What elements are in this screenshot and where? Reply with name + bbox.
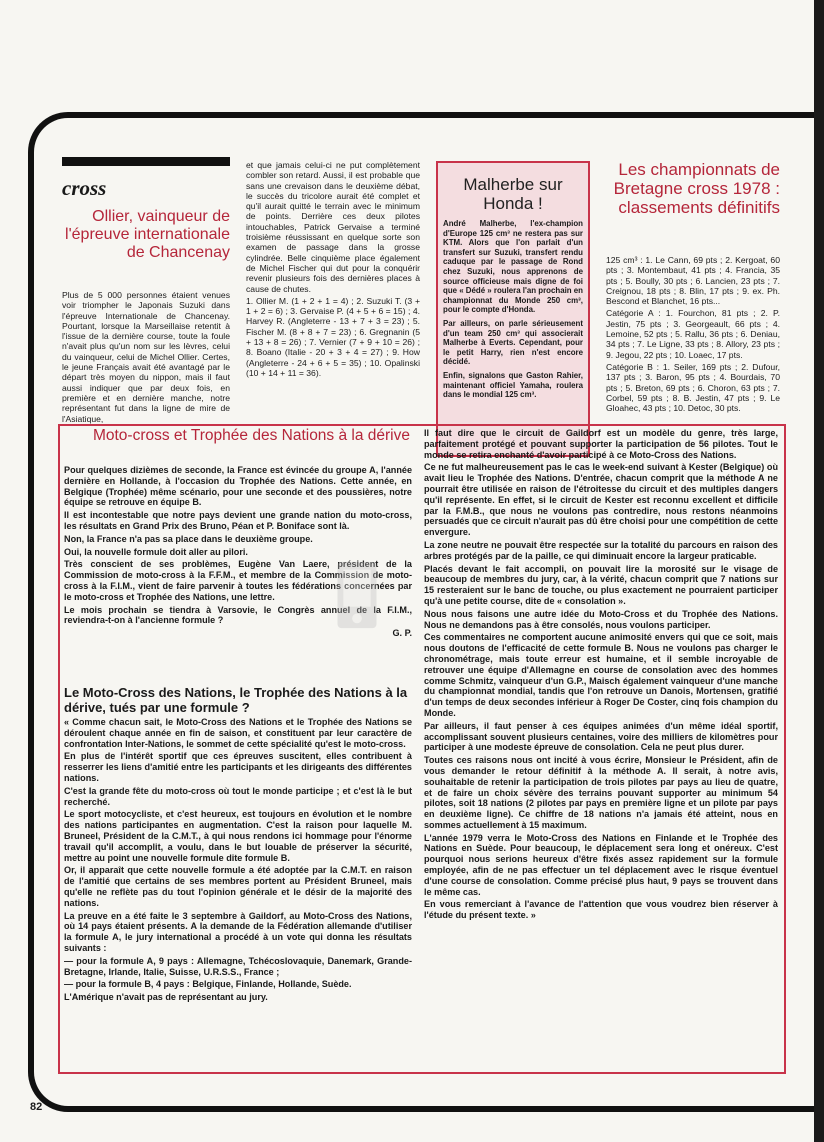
letter-paragraph: — pour la formule A, 9 pays : Allemagne, Tchécoslovaquie, Danemark, Grande-Bretagne, Irlande, Italie, Suisse, U.R.S.S., France ;	[64, 955, 412, 977]
letter-paragraph: L'année 1979 verra le Moto-Cross des Nations en Finlande et le Trophée des Nations en Suède. Pour beaucoup, le déplacement sera long et onéreux. C'est pourquoi nous serions heureux d'être fixés assez rapidement sur la formule employée, afin de ne pas effectuer un tel déplacement avec le risque éventuel d'une course de consolation. Comme précisé plus haut, 9 pays se trouvent dans le même cas.	[424, 832, 778, 897]
letter-heading: Le Moto-Cross des Nations, le Trophée des Nations à la dérive, tués par une formule ?	[64, 685, 408, 715]
letter-paragraph: En vous remerciant à l'avance de l'attention que vous voudrez bien réserver à l'étude du présent texte. »	[424, 899, 778, 921]
letter-paragraph: C'est la grande fête du moto-cross où tout le monde participe ; et c'est là le but recherché.	[64, 785, 412, 807]
main-article-title: Moto-cross et Trophée des Nations à la dérive	[92, 427, 410, 444]
page-number: 82	[30, 1101, 43, 1113]
section-bar	[62, 157, 230, 166]
article-column-2	[246, 160, 420, 380]
box-title: Malherbe sur Honda !	[463, 175, 563, 213]
intro-paragraph: Il est incontestable que notre pays devient une grande nation du moto-cross, les résultats en Grand Prix des Bruno, Péan et P. Boniface sont là.	[64, 510, 412, 531]
box-paragraph: Par ailleurs, on parle sérieusement d'un team 250 cm³ qui associerait Malherbe à Everts. Cependant, pour le petit Harry, rien n'est encore décidé.	[443, 318, 583, 367]
letter-paragraph: Ces commentaires ne comportent aucune animosité envers qui que ce soit, mais nous doutons de l'efficacité de cette formule B. Nous ne voulons pas charger le chronométrage, mais toute erreur est humaine, et il semble incroyable de retrouver une équipe d'Allemagne en course de consolation avec des hommes comme Schmitz, vainqueur d'un G.P., Maisch également vainqueur d'une manche du championnat mondial, tandis que l'on retrouve un Danois, Mortensen, gratifié d'un temps de deux secondes inférieur à Roger De Coster, cinq fois champion du Monde.	[424, 632, 778, 718]
letter-paragraph: — pour la formule B, 4 pays : Belgique, Finlande, Hollande, Suède.	[64, 979, 352, 990]
box-paragraph: Enfin, signalons que Gaston Rahier, maintenant officiel Yamaha, roulera dans le mondial 125 cm³.	[443, 370, 583, 400]
letter-column-right	[424, 428, 778, 923]
letter-paragraph: La preuve en a été faite le 3 septembre à Gaildorf, au Moto-Cross des Nations, où 14 pays étaient présents. A la demande de la Fédération allemande d'utiliser la formule A, le jury international a procédé à un vote qui donna les résultats suivants :	[64, 910, 412, 953]
page-edge	[814, 0, 824, 1142]
letter-column-left	[64, 717, 412, 1005]
letter-paragraph: Or, il apparaît que cette nouvelle formule a été adoptée par la C.M.T. en raison de l'amitié que certains de ses membres portent au Président Bruneel, mais qu'elle ne reflète pas du tout l'opinion générale et le désir de la majorité des nations.	[64, 865, 412, 908]
author-signature: G. P.	[392, 628, 412, 639]
watermark-logo	[318, 556, 396, 634]
intro-paragraph: Très conscient de ses problèmes, Eugène Van Laere, président de la Commission de moto-cross à la F.F.M., et membre de la Commission de moto-cross à la F.I.M., vient de faire parvenir à toutes les fédérations concernées par le moto-cross et Trophée des Nations, une lettre.	[64, 559, 412, 602]
intro-paragraph: Oui, la nouvelle formule doit aller au pilori.	[64, 546, 248, 557]
letter-paragraph: Nous nous faisons une autre idée du Moto-Cross et du Trophée des Nations. Nous ne demandons pas à être consolés, nous voulons participer.	[424, 608, 778, 630]
bretagne-title: Les championnats de Bretagne cross 1978 : classements définitifs	[613, 160, 780, 217]
letter-paragraph: Par ailleurs, il faut penser à ces équipes animées d'un même idéal sportif, accomplissant souvent plusieurs centaines, voire des milliers de kilomètres pour participer à une modeste épreuve de consolation. Cela ne peut plus durer.	[424, 720, 778, 753]
letter-paragraph: En plus de l'intérêt sportif que ces épreuves suscitent, elles contribuent à resserrer les liens d'amitié entre les participants et les dirigeants des différentes nations.	[64, 751, 412, 783]
results-paragraph: Catégorie B : 1. Seiler, 169 pts ; 2. Dufour, 137 pts ; 3. Baron, 95 pts ; 4. Bourdais, 70 pts ; 5. Breton, 69 pts ; 6. Choron, 63 pts ; 7. Corbel, 59 pts ; 8. B. Jestin, 47 pts ; 9. Le Gloahec, 43 pts ; 10. Detoc, 30 pts.	[606, 361, 780, 414]
letter-paragraph: « Comme chacun sait, le Moto-Cross des Nations et le Trophée des Nations se déroulent chaque année en fin de saison, et constituent par leur caractère de confrontation Inter-Nations, le sommet de cette spécialité qu'est le moto-cross.	[64, 717, 412, 749]
intro-paragraph: Le mois prochain se tiendra à Varsovie, le Congrès annuel de la F.I.M., reviendra-t-on à l'ancienne formule ?	[64, 604, 412, 626]
bretagne-results	[606, 255, 780, 415]
results-paragraph: Catégorie A : 1. Fourchon, 81 pts ; 2. P. Jestin, 75 pts ; 3. Georgeault, 66 pts ; 4. Lemoine, 52 pts ; 5. Rallu, 36 pts ; 6. Deniau, 34 pts ; 7. Le Ligne, 33 pts ; 8. Allory, 23 pts ; 9. Jegou, 22 pts ; 10. Loaec, 17 pts.	[606, 308, 780, 360]
letter-paragraph: Il faut dire que le circuit de Gaildorf est un modèle du genre, très large, parfaitement protégé et pouvant supporter la participation de 56 pilotes. Tout le monde se retira enchanté d'avoir participé à ce Moto-Cross des Nations.	[424, 428, 778, 460]
article-column-1	[62, 290, 230, 426]
letter-paragraph: L'Amérique n'avait pas de représentant au jury.	[64, 992, 268, 1003]
letter-paragraph: Le sport motocycliste, et c'est heureux, est toujours en évolution et le nombre des nations participantes en augmentation. C'est la raison pour laquelle M. Bruneel, Président de la C.M.T., à qui nous rendons ici hommage pour l'énorme travail qu'il accomplit, a voulu, dans le but louable de préserver la sécurité, mettre au point une nouvelle formule dite formule B.	[64, 809, 412, 863]
letter-paragraph: Toutes ces raisons nous ont incité à vous écrire, Monsieur le Président, afin de vous demander le retour définitif à la méthode A. Il serait, à notre avis, souhaitable de retenir la participation de trois pilotes par pays au lieu de quatre, et de faire un choix sévère des terrains pouvant supporter au minimum 54 pilotes, soit 18 nations (2 pilotes par pays en première ligne et un pilote par pays en deuxième ligne). Ce chiffre de 18 nations n'a jamais été atteint, nous en sommes actuellement à 15 maximum.	[424, 755, 778, 830]
article-paragraph: et que jamais celui-ci ne put complètement combler son retard. Aussi, il est probable que sans une crevaison dans le deuxième débat, le succès du tricolore aurait été complet et qu'il aurait quitté le terrain avec le minimum de points. Derrière ces deux pilotes intouchables, Patrick Gervaise a terminé troisième réussissant en quelque sorte son examen de passage dans la grosse cylindrée. Belle cinquième place également de Michel Fischer qui dut pour la conquérir revenir plusieurs fois des dernières places à cause de chutes.	[246, 160, 420, 294]
results-paragraph: 125 cm³ : 1. Le Cann, 69 pts ; 2. Kergoat, 60 pts ; 3. Montembaut, 41 pts ; 4. Francia, 35 pts ; 5. Boully, 30 pts ; 6. Lancien, 23 pts ; 7. Creignou, 18 pts ; 8. Blin, 17 pts ; 9. ex. Ph. Bescond et Blanchet, 16 pts...	[606, 255, 780, 307]
section-title: cross	[62, 176, 107, 200]
malherbe-box	[436, 161, 590, 457]
article-title: Ollier, vainqueur de l'épreuve internationale de Chancenay	[65, 208, 230, 261]
results-paragraph: 1. Ollier M. (1 + 2 + 1 = 4) ; 2. Suzuki T. (3 + 1 + 2 = 6) ; 3. Gervaise P. (4 + 5 + 6 = 15) ; 4. Harvey R. (Angleterre - 13 + 7 + 3 = 23) ; 5. Fischer M. (8 + 8 + 7 = 23) ; 6. Gregnanin (5 + 13 + 8 = 26) ; 7. Vernier (7 + 9 + 10 = 26) ; 8. Boano (Italie - 20 + 3 + 4 = 27) ; 9. How (Angleterre - 24 + 6 + 5 = 35) ; 10. Opalinski (10 + 14 + 11 = 36).	[246, 295, 420, 378]
intro-paragraph: Pour quelques dizièmes de seconde, la France est évincée du groupe A, l'année dernière en Hollande, à l'occasion du Trophée des Nations. Cette année, en Belgique (Trophée) même scénario, pour une seconde et des poussières, notre équipe se retrouve en équipe B.	[64, 465, 412, 508]
intro-paragraph: Non, la France n'a pas sa place dans le deuxième groupe.	[64, 533, 313, 544]
article-paragraph: Plus de 5 000 personnes étaient venues voir triompher le Japonais Suzuki dans l'épreuve Internationale de Chancenay. Pourtant, lorsque la Marseillaise retentit à l'issue de la dernière course, toute la foule n'avait plus qu'un nom sur les lèvres, celui du vainqueur, celui de Michel Ollier. Certes, le jeune Français avait été avantagé par le départ très moyen du nippon, mais il faut aussi indiquer que par deux fois, en première et en dernière manche, notre représentant fut dans la ligne de mire de l'Asiatique,	[62, 290, 230, 424]
letter-paragraph: Placés devant le fait accompli, on pouvait lire la morosité sur le visage de beaucoup de membres du jury, car, à la vérité, chacun comprit que 7 nations sur 15 resteraient sur le banc de touche, ou plus exactement ne pourraient participer qu'à une petite course, dite de « consolation ».	[424, 563, 778, 606]
letter-paragraph: Ce ne fut malheureusement pas le cas le week-end suivant à Kester (Belgique) où avait lieu le Trophée des Nations. D'entrée, chacun comprit que la méthode A ne pourrait être utilisée en raison de l'étroitesse du circuit et des multiples dangers qu'il représente. En effet, si le circuit de Kester est reconnu excellent et difficile par la F.M.B., que nous ne voulons pas contredire, nous restons néanmoins persuadés que ce circuit n'aurait pas dû être choisi pour une compétition de cette envergure.	[424, 462, 778, 538]
letter-paragraph: La zone neutre ne pouvait être respectée sur la totalité du parcours en raison des arbres protégés par de la paille, ce qui diminuait encore la largeur praticable.	[424, 539, 778, 561]
box-paragraph: André Malherbe, l'ex-champion d'Europe 125 cm³ ne restera pas sur KTM. Alors que l'on parlait d'un transfert sur Suzuki, transfert rendu caduque par le passage de Rond chez Suzuki, nous apprenons de source officieuse mais digne de foi que « Dédé » roulera l'an prochain en championnat du Monde 250 cm³, pour le compte d'Honda.	[443, 219, 584, 315]
